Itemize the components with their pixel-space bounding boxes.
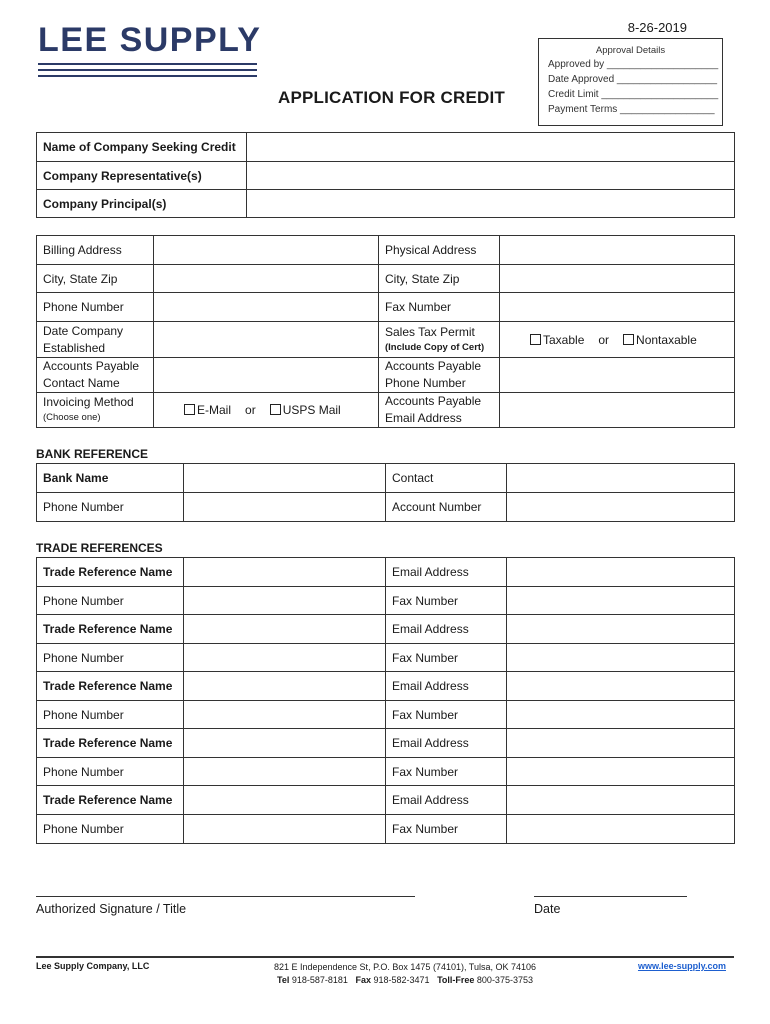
bank-phone-input[interactable] bbox=[184, 493, 386, 522]
usps-option-label: USPS Mail bbox=[282, 403, 341, 417]
trade-phone-label: Phone Number bbox=[37, 587, 184, 615]
ap-email-input[interactable] bbox=[500, 393, 735, 428]
trade-phone-input[interactable] bbox=[184, 701, 386, 729]
ap-phone-label bbox=[379, 358, 500, 393]
company-principal-label: Company Principal(s) bbox=[37, 190, 247, 218]
trade-email-input[interactable] bbox=[507, 672, 735, 701]
footer-address: 821 E Independence St, P.O. Box 1475 (74101), Tulsa, OK 74106 bbox=[273, 962, 537, 972]
footer-company: Lee Supply Company, LLC bbox=[36, 961, 150, 971]
form-date: 8-26-2019 bbox=[627, 20, 687, 35]
trade-phone-input[interactable] bbox=[184, 644, 386, 672]
invoice-or-text: or bbox=[245, 403, 256, 417]
trade-fax-input[interactable] bbox=[507, 644, 735, 672]
date-established-input[interactable] bbox=[154, 322, 379, 358]
trade-email-label: Email Address bbox=[386, 786, 507, 815]
footer-tel: 918-587-8181 bbox=[291, 975, 348, 985]
bank-name-input[interactable] bbox=[184, 464, 386, 493]
trade-email-input[interactable] bbox=[507, 558, 735, 587]
sales-tax-note: (Include Copy of Cert) bbox=[385, 341, 485, 353]
trade-name-label: Trade Reference Name bbox=[37, 729, 184, 758]
trade-name-input[interactable] bbox=[184, 672, 386, 701]
date-established-label bbox=[37, 322, 154, 358]
physical-address-input[interactable] bbox=[500, 236, 735, 265]
email-checkbox[interactable] bbox=[184, 404, 195, 415]
trade-name-input[interactable] bbox=[184, 615, 386, 644]
trade-name-input[interactable] bbox=[184, 786, 386, 815]
trade-fax-label: Fax Number bbox=[386, 758, 507, 786]
logo-rule bbox=[38, 69, 257, 71]
footer-fax-label: Fax bbox=[355, 975, 371, 985]
table-row bbox=[37, 615, 735, 644]
trade-name-label: Trade Reference Name bbox=[37, 786, 184, 815]
table-row bbox=[37, 729, 735, 758]
taxable-label: Taxable bbox=[543, 332, 585, 347]
table-row bbox=[37, 758, 735, 786]
sales-tax-permit-text: Sales Tax Permit bbox=[385, 324, 475, 339]
trade-phone-input[interactable] bbox=[184, 758, 386, 786]
company-principal-input[interactable] bbox=[247, 190, 735, 218]
phone-number-label: Phone Number bbox=[37, 293, 154, 322]
trade-phone-label: Phone Number bbox=[37, 701, 184, 729]
table-row bbox=[37, 672, 735, 701]
nontaxable-label: Nontaxable bbox=[636, 332, 697, 347]
ap-phone-line-2: Phone Number bbox=[385, 376, 466, 390]
bank-table bbox=[36, 463, 735, 522]
footer-tollfree-label: Toll-Free bbox=[437, 975, 475, 985]
form-title: APPLICATION FOR CREDIT bbox=[278, 88, 505, 107]
table-row bbox=[37, 587, 735, 615]
trade-fax-label: Fax Number bbox=[386, 644, 507, 672]
trade-fax-input[interactable] bbox=[507, 701, 735, 729]
physical-city-input[interactable] bbox=[500, 265, 735, 293]
billing-address-input[interactable] bbox=[154, 236, 379, 265]
credit-limit-field[interactable]: Credit Limit _____________________ bbox=[548, 89, 719, 100]
invoicing-method-options bbox=[154, 393, 379, 428]
taxable-checkbox[interactable] bbox=[530, 334, 541, 345]
date-approved-field[interactable]: Date Approved __________________ bbox=[548, 74, 718, 85]
ap-contact-line-1: Accounts Payable bbox=[43, 359, 140, 373]
company-rep-label: Company Representative(s) bbox=[37, 162, 247, 190]
trade-fax-input[interactable] bbox=[507, 587, 735, 615]
fax-number-label: Fax Number bbox=[379, 293, 500, 322]
trade-name-label: Trade Reference Name bbox=[37, 558, 184, 587]
fax-number-input[interactable] bbox=[500, 293, 735, 322]
ap-phone-input[interactable] bbox=[500, 358, 735, 393]
nontaxable-checkbox[interactable] bbox=[623, 334, 634, 345]
tax-status-options bbox=[500, 322, 735, 358]
trade-table bbox=[36, 557, 735, 844]
table-row bbox=[37, 701, 735, 729]
date-label: Date bbox=[534, 902, 561, 916]
trade-fax-label: Fax Number bbox=[386, 701, 507, 729]
signature-line[interactable] bbox=[36, 896, 415, 897]
billing-address-label: Billing Address bbox=[37, 236, 154, 265]
approval-details-box bbox=[538, 38, 723, 126]
billing-city-label: City, State Zip bbox=[37, 265, 154, 293]
bank-account-input[interactable] bbox=[507, 493, 735, 522]
email-option-label: E-Mail bbox=[197, 403, 232, 417]
company-rep-input[interactable] bbox=[247, 162, 735, 190]
invoicing-method-text: Invoicing Method bbox=[43, 395, 134, 409]
physical-city-label: City, State Zip bbox=[379, 265, 500, 293]
table-row bbox=[37, 644, 735, 672]
trade-email-input[interactable] bbox=[507, 729, 735, 758]
company-name-label: Name of Company Seeking Credit bbox=[37, 133, 247, 162]
website-link[interactable]: www.lee-supply.com bbox=[637, 961, 726, 971]
approval-heading: Approval Details bbox=[595, 45, 666, 56]
bank-phone-label: Phone Number bbox=[37, 493, 184, 522]
trade-fax-label: Fax Number bbox=[386, 815, 507, 844]
bank-name-label: Bank Name bbox=[37, 464, 184, 493]
trade-name-input[interactable] bbox=[184, 558, 386, 587]
footer-rule bbox=[36, 956, 734, 958]
trade-fax-input[interactable] bbox=[507, 815, 735, 844]
trade-fax-input[interactable] bbox=[507, 758, 735, 786]
bank-account-label: Account Number bbox=[386, 493, 507, 522]
bank-contact-input[interactable] bbox=[507, 464, 735, 493]
trade-email-input[interactable] bbox=[507, 615, 735, 644]
table-row bbox=[37, 558, 735, 587]
trade-phone-label: Phone Number bbox=[37, 758, 184, 786]
logo-rule bbox=[38, 75, 257, 77]
trade-name-label: Trade Reference Name bbox=[37, 615, 184, 644]
physical-address-label: Physical Address bbox=[379, 236, 500, 265]
footer-tel-label: Tel bbox=[277, 975, 290, 985]
date-established-line-2: Established bbox=[43, 340, 106, 355]
trade-phone-input[interactable] bbox=[184, 587, 386, 615]
trade-email-input[interactable] bbox=[507, 786, 735, 815]
phone-number-input[interactable] bbox=[154, 293, 379, 322]
ap-contact-line-2: Contact Name bbox=[43, 376, 120, 390]
choose-one-note: (Choose one) bbox=[43, 412, 101, 423]
invoicing-method-label bbox=[37, 393, 154, 428]
footer-phones bbox=[240, 974, 570, 987]
ap-email-line-2: Email Address bbox=[385, 411, 462, 425]
trade-email-label: Email Address bbox=[386, 615, 507, 644]
sales-tax-permit-label bbox=[379, 322, 500, 358]
approved-by-field[interactable]: Approved by ____________________ bbox=[548, 59, 719, 70]
company-table bbox=[36, 132, 735, 218]
signature-label: Authorized Signature / Title bbox=[36, 902, 187, 916]
tax-or-text: or bbox=[598, 332, 610, 347]
ap-contact-label bbox=[37, 358, 154, 393]
company-logo: LEE SUPPLY bbox=[38, 21, 262, 59]
footer-fax: 918-582-3471 bbox=[373, 975, 430, 985]
billing-city-input[interactable] bbox=[154, 265, 379, 293]
trade-phone-input[interactable] bbox=[184, 815, 386, 844]
trade-name-input[interactable] bbox=[184, 729, 386, 758]
table-row bbox=[37, 815, 735, 844]
trade-email-label: Email Address bbox=[386, 672, 507, 701]
ap-email-label bbox=[379, 393, 500, 428]
payment-terms-field[interactable]: Payment Terms _________________ bbox=[548, 104, 715, 115]
ap-phone-line-1: Accounts Payable bbox=[385, 359, 482, 373]
trade-phone-label: Phone Number bbox=[37, 644, 184, 672]
trade-fax-label: Fax Number bbox=[386, 587, 507, 615]
footer-contact bbox=[240, 961, 570, 987]
company-name-input[interactable] bbox=[247, 133, 735, 162]
ap-contact-input[interactable] bbox=[154, 358, 379, 393]
logo-rule bbox=[38, 63, 257, 65]
bank-reference-heading: BANK REFERENCE bbox=[36, 447, 149, 461]
trade-phone-label: Phone Number bbox=[37, 815, 184, 844]
date-line[interactable] bbox=[534, 896, 687, 897]
ap-email-line-1: Accounts Payable bbox=[385, 394, 482, 408]
usps-checkbox[interactable] bbox=[270, 404, 281, 415]
trade-email-label: Email Address bbox=[386, 558, 507, 587]
table-row bbox=[37, 786, 735, 815]
bank-contact-label: Contact bbox=[386, 464, 507, 493]
footer-tollfree: 800-375-3753 bbox=[476, 975, 533, 985]
trade-references-heading: TRADE REFERENCES bbox=[36, 541, 163, 555]
details-table bbox=[36, 235, 735, 428]
date-established-line-1: Date Company bbox=[43, 323, 124, 338]
trade-name-label: Trade Reference Name bbox=[37, 672, 184, 701]
trade-email-label: Email Address bbox=[386, 729, 507, 758]
